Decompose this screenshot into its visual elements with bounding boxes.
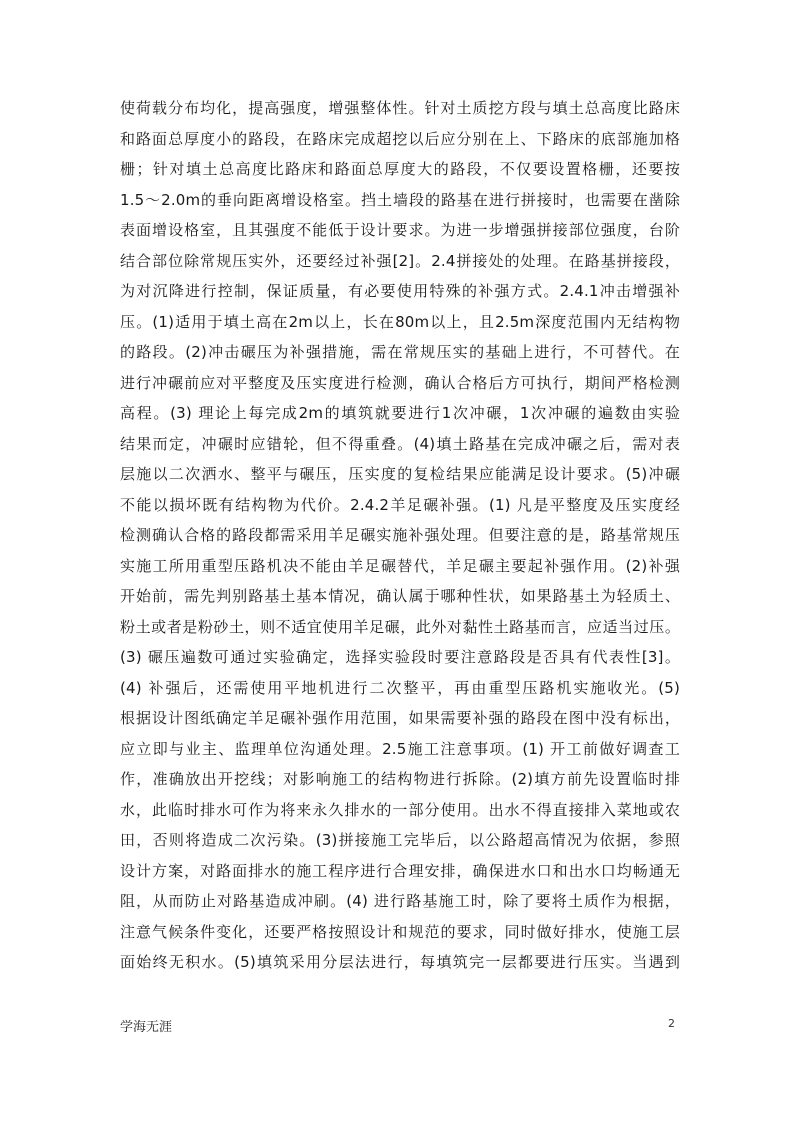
text-line: (4) 补强后，还需使用平地机进行二次整平，再由重型压路机实施收光。(5) [120, 678, 680, 697]
text-line: 层施以二次洒水、整平与碾压，压实度的复检结果应能满足设计要求。(5)冲碾 [120, 465, 680, 483]
text-line: 结果而定，冲碾时应错轮，但不得重叠。(4)填土路基在完成冲碾之后，需对表 [120, 434, 680, 453]
text-line: 注意气候条件变化，还要严格按照设计和规范的要求，同时做好排水，使施工层 [120, 922, 680, 941]
text-line: 粉土或者是粉砂土，则不适宜使用羊足碾，此外对黏性土路基而言，应适当过压。 [120, 617, 680, 636]
text-line: 田，否则将造成二次污染。(3)拼接施工完毕后，以公路超高情况为依据，参照 [120, 831, 680, 849]
text-line: 栅；针对填土总高度比路床和路面总厚度大的路段，不仅要设置格栅，还要按 [120, 160, 680, 178]
text-line: 阻，从而防止对路基造成冲刷。(4) 进行路基施工时，除了要将土质作为根据， [120, 892, 680, 910]
text-line: 应立即与业主、监理单位沟通处理。2.5施工注意事项。(1) 开工前做好调查工 [120, 739, 680, 758]
text-line: 高程。(3) 理论上每完成2m的填筑就要进行1次冲碾，1次冲碾的遍数由实验 [120, 404, 680, 422]
text-line: 检测确认合格的路段都需采用羊足碾实施补强处理。但要注意的是，路基常规压 [120, 526, 680, 544]
body-text [120, 93, 680, 978]
text-line: 实施工所用重型压路机决不能由羊足碾替代，羊足碾主要起补强作用。(2)补强 [120, 556, 680, 575]
text-line: 不能以损坏既有结构物为代价。2.4.2羊足碾补强。(1) 凡是平整度及压实度经 [120, 495, 680, 514]
text-line: 和路面总厚度小的路段，在路床完成超挖以后应分别在上、下路床的底部施加格 [120, 129, 680, 148]
text-line: 表面增设格室，且其强度不能低于设计要求。为进一步增强拼接部位强度，台阶 [120, 221, 680, 239]
text-line: 压。(1)适用于填土高在2m以上，长在80m以上，且2.5m深度范围内无结构物 [120, 312, 680, 331]
text-line: 作，准确放出开挖线；对影响施工的结构物进行拆除。(2)填方前先设置临时排 [120, 770, 680, 788]
page-number: 2 [668, 1017, 675, 1030]
text-line: 为对沉降进行控制，保证质量，有必要使用特殊的补强方式。2.4.1冲击增强补 [120, 282, 680, 300]
text-line: 面始终无积水。(5)填筑采用分层法进行，每填筑完一层都要进行压实。当遇到 [120, 953, 680, 971]
text-line: 1.5～2.0m的垂向距离增设格室。挡土墙段的路基在进行拼接时，也需要在凿除 [120, 190, 680, 209]
text-line: 进行冲碾前应对平整度及压实度进行检测，确认合格后方可执行，期间严格检测 [120, 373, 680, 392]
text-line: 的路段。(2)冲击碾压为补强措施，需在常规压实的基础上进行，不可替代。在 [120, 343, 680, 361]
text-line: 开始前，需先判别路基土基本情况，确认属于哪种性状，如果路基土为轻质土、 [120, 587, 680, 605]
text-line: 根据设计图纸确定羊足碾补强作用范围，如果需要补强的路段在图中没有标出， [120, 709, 680, 727]
text-line: 设计方案，对路面排水的施工程序进行合理安排，确保进水口和出水口均畅通无 [120, 861, 680, 880]
text-line: (3) 碾压遍数可通过实验确定，选择实验段时要注意路段是否具有代表性[3]。 [120, 648, 680, 666]
text-line: 结合部位除常规压实外，还要经过补强[2]。2.4拼接处的处理。在路基拼接段， [120, 251, 680, 270]
footer-text: 学海无涯 [120, 1020, 173, 1035]
text-line: 使荷载分布均化，提高强度，增强整体性。针对土质挖方段与填土总高度比路床 [120, 99, 680, 117]
text-line: 水，此临时排水可作为将来永久排水的一部分使用。出水不得直接排入菜地或农 [120, 800, 680, 819]
